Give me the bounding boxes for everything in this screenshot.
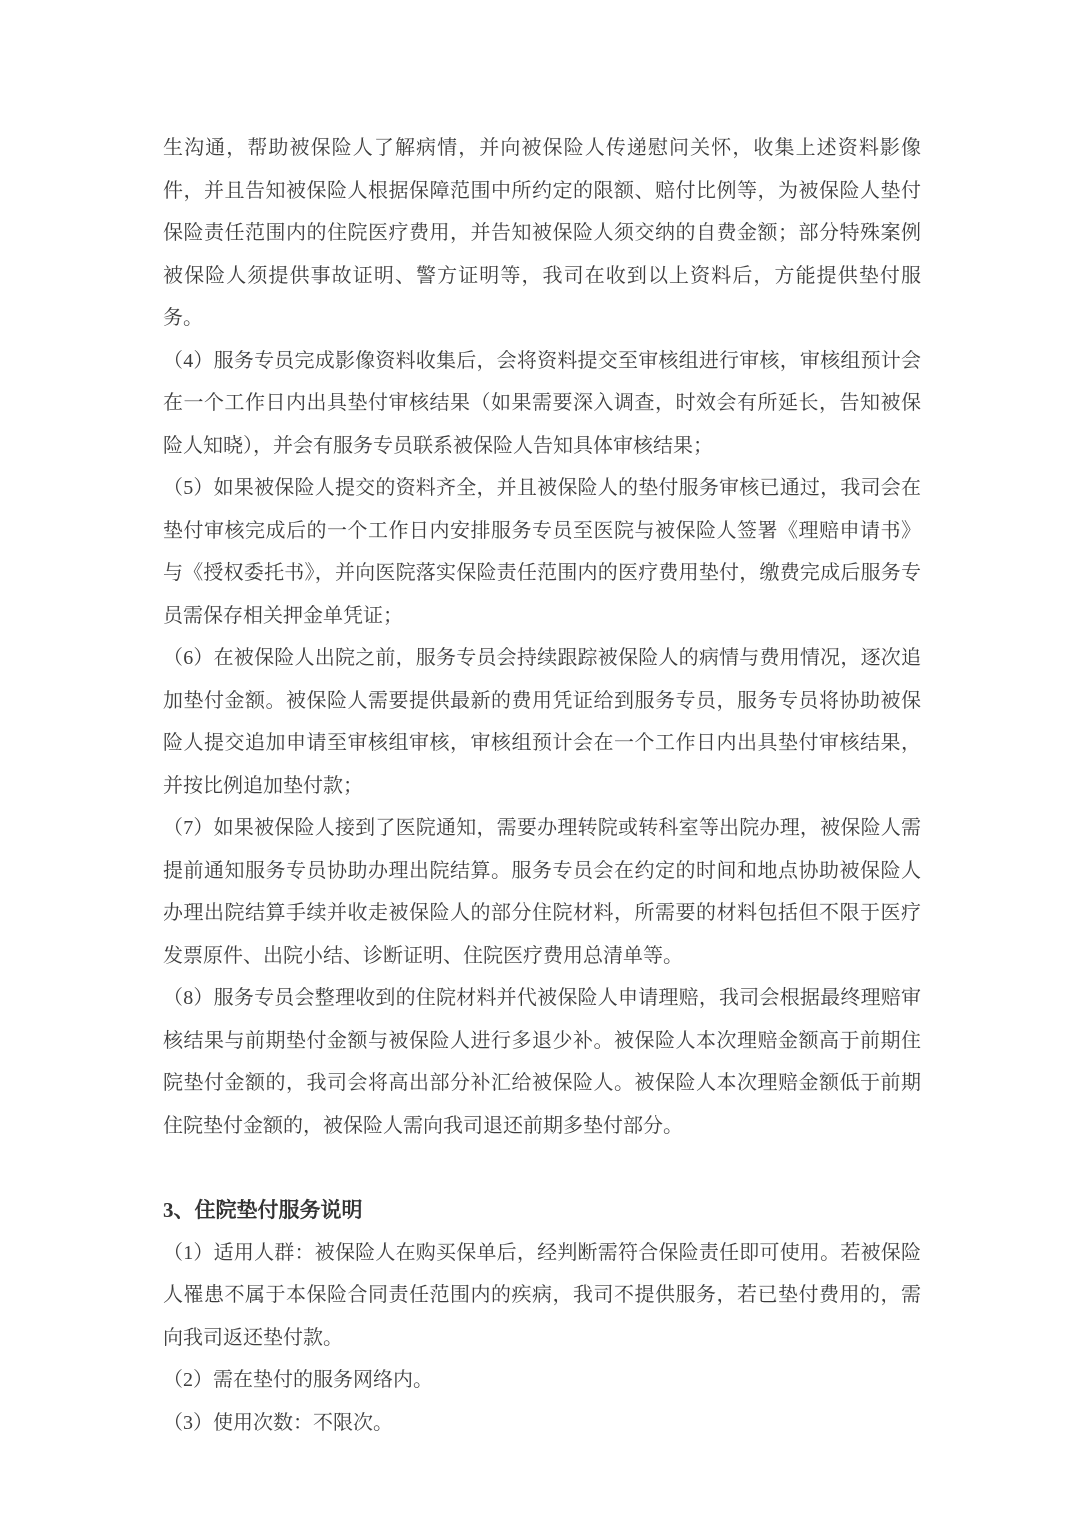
paragraph: （4）服务专员完成影像资料收集后，会将资料提交至审核组进行审核，审核组预计会在一个工作日内出具垫付审核结果（如果需要深入调查，时效会有所延长，告知被保险人知晓），并会有服务专员联系被保险人告知具体审核结果；: [163, 349, 921, 457]
paragraph: （1）适用人群：被保险人在购买保单后，经判断需符合保险责任即可使用。若被保险人罹患不属于本保险合同责任范围内的疾病，我司不提供服务，若已垫付费用的，需向我司返还垫付款。: [163, 1241, 921, 1349]
paragraph: 生沟通，帮助被保险人了解病情，并向被保险人传递慰问关怀，收集上述资料影像件，并且告知被保险人根据保障范围中所约定的限额、赔付比例等，为被保险人垫付保险责任范围内的住院医疗费用，并告知被保险人须交纳的自费金额；部分特殊案例被保险人须提供事故证明、警方证明等，我司在收到以上资料后，方能提供垫付服务。: [163, 137, 921, 329]
paragraph: （6）在被保险人出院之前，服务专员会持续跟踪被保险人的病情与费用情况，逐次追加垫付金额。被保险人需要提供最新的费用凭证给到服务专员，服务专员将协助被保险人提交追加申请至审核组审核，审核组预计会在一个工作日内出具垫付审核结果，并按比例追加垫付款；: [163, 647, 921, 797]
paragraph: （3）使用次数：不限次。: [163, 1411, 393, 1434]
document-content: [163, 127, 921, 1444]
paragraph: （2）需在垫付的服务网络内。: [163, 1369, 433, 1391]
paragraph: （8）服务专员会整理收到的住院材料并代被保险人申请理赔，我司会根据最终理赔审核结果与前期垫付金额与被保险人进行多退少补。被保险人本次理赔金额高于前期住院垫付金额的，我司会将高出部分补汇给被保险人。被保险人本次理赔金额低于前期住院垫付金额的，被保险人需向我司退还前期多垫付部分。: [163, 987, 921, 1137]
section-heading: 3、住院垫付服务说明: [163, 1198, 363, 1222]
paragraph: （7）如果被保险人接到了医院通知，需要办理转院或转科室等出院办理，被保险人需提前通知服务专员协助办理出院结算。服务专员会在约定的时间和地点协助被保险人办理出院结算手续并收走被保险人的部分住院材料，所需要的材料包括但不限于医疗发票原件、出院小结、诊断证明、住院医疗费用总清单等。: [163, 817, 921, 967]
paragraph: （5）如果被保险人提交的资料齐全，并且被保险人的垫付服务审核已通过，我司会在垫付审核完成后的一个工作日内安排服务专员至医院与被保险人签署《理赔申请书》与《授权委托书》，并向医院落实保险责任范围内的医疗费用垫付，缴费完成后服务专员需保存相关押金单凭证；: [163, 477, 921, 627]
